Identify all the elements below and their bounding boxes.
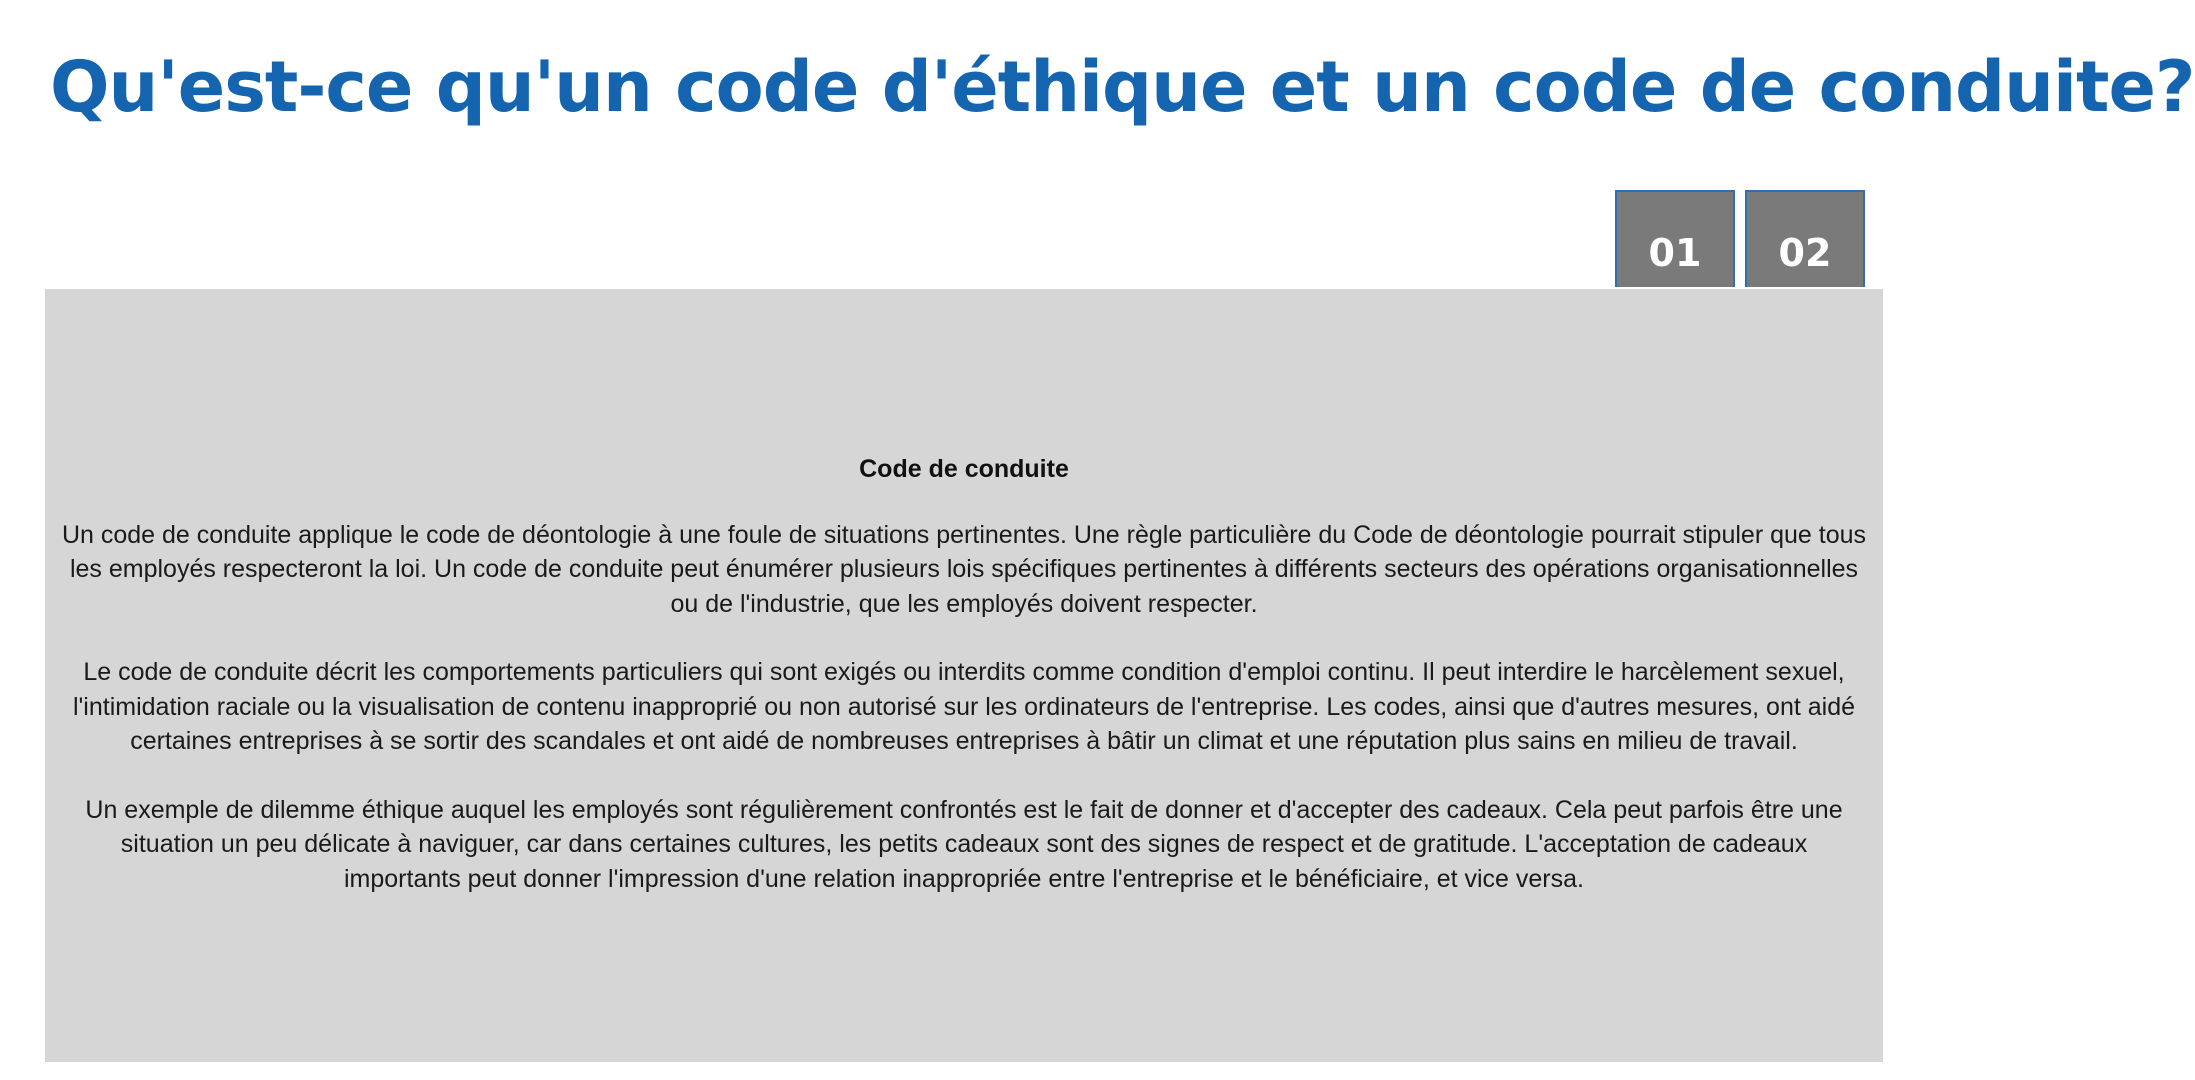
tab-02[interactable]: 02 (1745, 190, 1865, 287)
panel-heading: Code de conduite (859, 454, 1069, 483)
tab-bar (1615, 190, 1865, 287)
content-panel (45, 289, 1883, 1062)
tab-01[interactable]: 01 (1615, 190, 1735, 287)
panel-paragraph-2: Le code de conduite décrit les comportements particuliers qui sont exigés ou interdits comme condition d'emploi continu. Il peut interdire le harcèlement sexuel, l'intimidation raciale ou la visualisation de contenu inapproprié ou non autorisé sur les ordinateurs de l'entreprise. Les codes, ainsi que d'autres mesures, ont aidé certaines entreprises à se sortir des scandales et ont aidé de nombreuses entreprises à bâtir un climat et une réputation plus sains en milieu de travail. (72, 658, 1856, 756)
page-title: Qu'est-ce qu'un code d'éthique et un code de conduite? (50, 46, 2195, 128)
panel-paragraph-3: Un exemple de dilemme éthique auquel les employés sont régulièrement confrontés est le fait de donner et d'accepter des cadeaux. Cela peut parfois être une situation un peu délicate à naviguer, car dans certaines cultures, les petits cadeaux sont des signes de respect et de gratitude. L'acceptation de cadeaux importants peut donner l'impression d'une relation inappropriée entre l'entreprise et le bénéficiaire, et vice versa. (85, 795, 1843, 893)
panel-paragraph-1: Un code de conduite applique le code de déontologie à une foule de situations pertinentes. Une règle particulière du Code de déontologie pourrait stipuler que tous les employés respecteront la loi. Un code de conduite peut énumérer plusieurs lois spécifiques pertinentes à différents secteurs des opérations organisationnelles ou de l'industrie, que les employés doivent respecter. (61, 520, 1867, 618)
